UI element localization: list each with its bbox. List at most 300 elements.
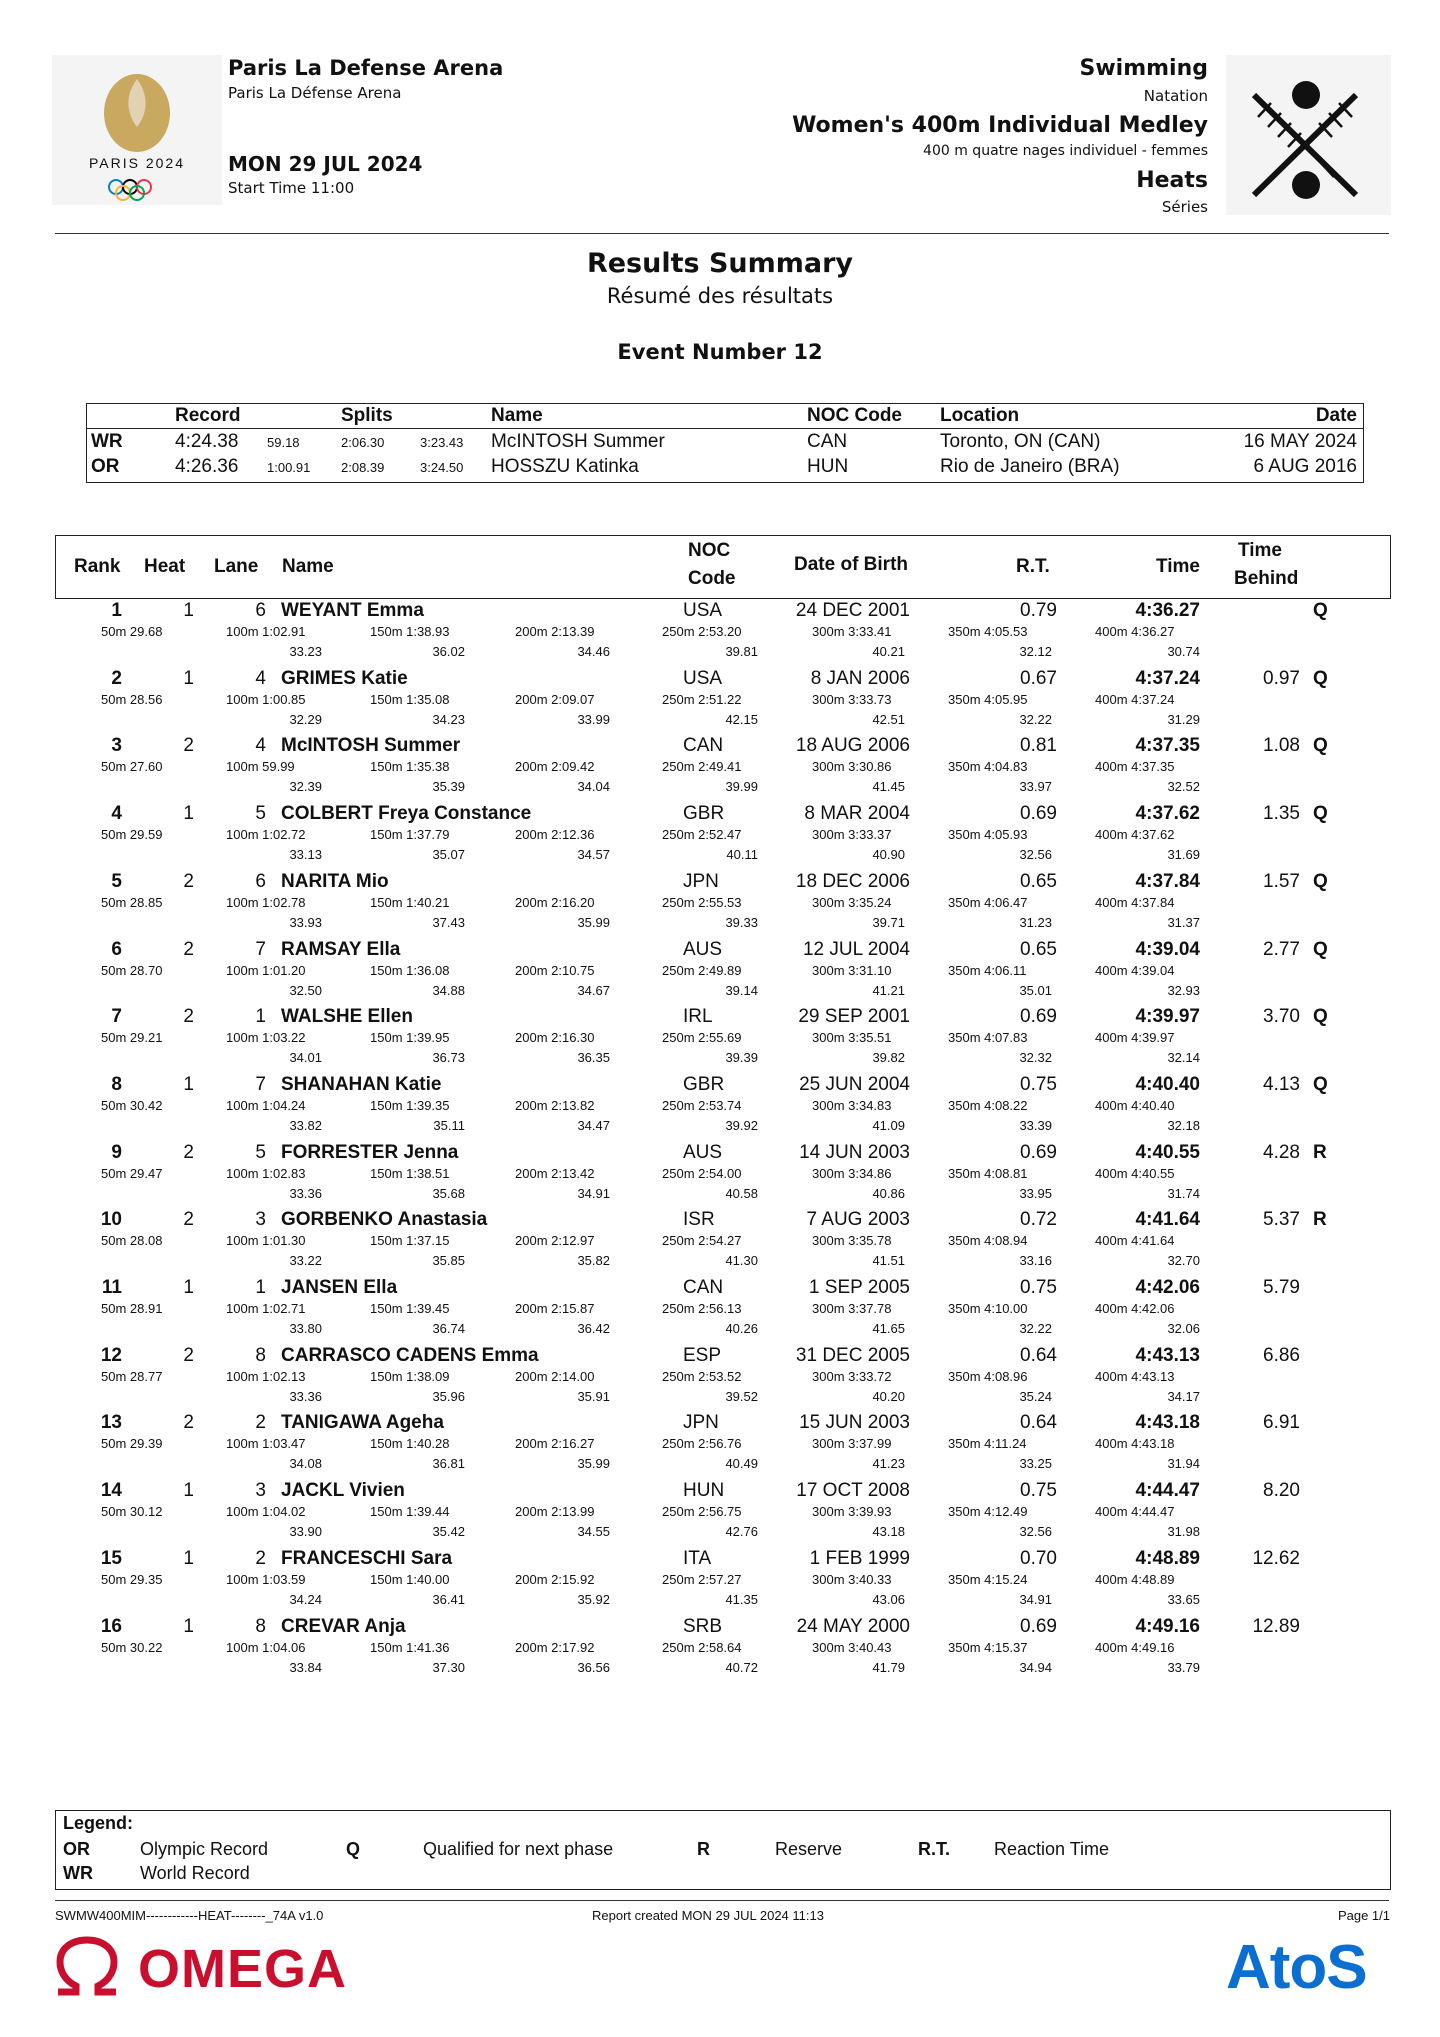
split-time: 400m 4:40.40 xyxy=(1095,1097,1175,1113)
athlete-name: CREVAR Anja xyxy=(281,1615,406,1637)
record-location: Rio de Janeiro (BRA) xyxy=(940,456,1120,477)
split-time: 150m 1:39.95 xyxy=(370,1030,450,1046)
lap-time: 34.23 xyxy=(432,711,465,727)
lap-time: 34.55 xyxy=(577,1524,610,1540)
split-time: 250m 2:56.75 xyxy=(662,1504,742,1520)
records-col-location: Location xyxy=(940,405,1020,426)
split-time: 100m 1:03.22 xyxy=(226,1030,306,1046)
lap-time: 33.65 xyxy=(1167,1591,1200,1607)
dob-cell: 25 JUN 2004 xyxy=(799,1073,910,1095)
split-time: 300m 3:33.72 xyxy=(812,1368,892,1384)
lap-time: 39.71 xyxy=(872,914,905,930)
split-time: 250m 2:54.27 xyxy=(662,1233,742,1249)
split-time: 400m 4:40.55 xyxy=(1095,1165,1175,1181)
lane-cell: 4 xyxy=(255,735,266,757)
start-time: Start Time 11:00 xyxy=(228,179,355,197)
split-time: 250m 2:49.89 xyxy=(662,962,742,978)
lap-time: 33.36 xyxy=(289,1388,322,1404)
lap-time: 35.68 xyxy=(432,1185,465,1201)
rank-cell: 4 xyxy=(111,803,122,825)
split-time: 200m 2:13.82 xyxy=(515,1097,595,1113)
split-time: 300m 3:34.83 xyxy=(812,1097,892,1113)
lap-time: 34.57 xyxy=(577,847,610,863)
split-time: 300m 3:37.78 xyxy=(812,1301,892,1316)
noc-cell: ISR xyxy=(683,1209,715,1231)
lap-time: 32.06 xyxy=(1167,1321,1200,1336)
time-cell: 4:37.24 xyxy=(1135,667,1200,689)
result-row xyxy=(0,1277,1440,1345)
split-time: 400m 4:44.47 xyxy=(1095,1504,1175,1520)
noc-cell: USA xyxy=(683,667,723,689)
time-behind-cell: 4.13 xyxy=(1263,1073,1300,1095)
split-time: 400m 4:49.16 xyxy=(1095,1639,1175,1655)
footer-divider xyxy=(55,1900,1389,1901)
results-header xyxy=(55,535,1391,599)
time-cell: 4:43.18 xyxy=(1135,1412,1200,1434)
dob-cell: 7 AUG 2003 xyxy=(806,1209,910,1231)
lap-time: 32.93 xyxy=(1167,982,1200,998)
lap-time: 35.42 xyxy=(432,1524,465,1540)
noc-cell: CAN xyxy=(683,735,724,757)
split-time: 250m 2:56.76 xyxy=(662,1436,742,1452)
legend-wr-label: World Record xyxy=(140,1863,250,1883)
split-time: 250m 2:51.22 xyxy=(662,691,742,707)
split-time: 350m 4:04.83 xyxy=(948,759,1028,775)
lap-time: 34.04 xyxy=(577,779,610,795)
time-cell: 4:40.55 xyxy=(1135,1141,1200,1163)
lap-time: 33.22 xyxy=(289,1253,322,1269)
result-row xyxy=(0,735,1440,803)
lap-time: 36.81 xyxy=(432,1456,465,1472)
split-time: 100m 1:02.13 xyxy=(226,1368,306,1384)
split-time: 350m 4:12.49 xyxy=(948,1504,1028,1520)
split-time: 150m 1:39.35 xyxy=(370,1097,450,1113)
atos-wordmark: AtoS xyxy=(1226,1933,1367,2002)
reaction-time-cell: 0.75 xyxy=(1020,1277,1057,1298)
split-time: 50m 29.68 xyxy=(101,624,163,639)
lap-time: 36.73 xyxy=(432,1050,465,1066)
time-behind-cell: 5.79 xyxy=(1263,1277,1300,1298)
lap-time: 31.23 xyxy=(1019,914,1052,930)
lap-time: 34.17 xyxy=(1167,1388,1200,1404)
dob-cell: 8 MAR 2004 xyxy=(804,803,910,825)
lap-time: 32.14 xyxy=(1167,1050,1200,1066)
records-col-name: Name xyxy=(491,405,543,426)
lap-time: 41.45 xyxy=(872,779,905,795)
reaction-time-cell: 0.69 xyxy=(1020,1615,1057,1637)
lap-time: 35.82 xyxy=(577,1253,610,1269)
col-time-behind: Time xyxy=(1238,540,1283,561)
lap-time: 39.39 xyxy=(725,1050,758,1066)
legend-rt-code: R.T. xyxy=(918,1839,951,1859)
lap-time: 39.82 xyxy=(872,1050,905,1066)
legend-q-label: Qualified for next phase xyxy=(423,1839,614,1859)
col-rt: R.T. xyxy=(1016,556,1050,577)
lap-time: 32.29 xyxy=(289,711,322,727)
omega-logo xyxy=(52,1936,372,1998)
lap-time: 40.72 xyxy=(725,1659,758,1675)
qualification-mark: Q xyxy=(1313,1073,1328,1095)
qualification-mark: Q xyxy=(1313,803,1328,825)
rank-cell: 16 xyxy=(100,1615,122,1637)
split-time: 100m 59.99 xyxy=(226,759,295,775)
split-time: 400m 4:43.13 xyxy=(1095,1368,1175,1384)
time-behind-cell: 8.20 xyxy=(1263,1480,1300,1502)
event-number: Event Number 12 xyxy=(617,340,823,364)
split-time: 50m 28.08 xyxy=(101,1233,163,1249)
lap-time: 36.56 xyxy=(577,1659,610,1675)
time-cell: 4:44.47 xyxy=(1135,1480,1200,1502)
split-time: 150m 1:35.08 xyxy=(370,691,450,707)
lap-time: 41.51 xyxy=(872,1253,905,1269)
dob-cell: 18 AUG 2006 xyxy=(795,735,910,757)
athlete-name: NARITA Mio xyxy=(281,870,389,892)
lap-time: 36.35 xyxy=(577,1050,610,1066)
split-time: 200m 2:13.99 xyxy=(515,1504,595,1520)
noc-cell: IRL xyxy=(683,1006,713,1028)
heat-cell: 1 xyxy=(183,1277,194,1298)
dob-cell: 8 JAN 2006 xyxy=(810,667,910,689)
time-cell: 4:37.84 xyxy=(1135,870,1200,892)
qualification-mark: Q xyxy=(1313,1006,1328,1028)
athlete-name: JACKL Vivien xyxy=(281,1480,405,1502)
split-time: 350m 4:11.24 xyxy=(948,1436,1027,1452)
result-row xyxy=(0,1006,1440,1074)
records-col-splits: Splits xyxy=(341,405,393,426)
athlete-name: GRIMES Katie xyxy=(281,667,408,689)
lap-time: 39.33 xyxy=(725,914,758,930)
dob-cell: 24 DEC 2001 xyxy=(795,600,910,621)
noc-cell: USA xyxy=(683,600,723,621)
time-behind-cell: 6.91 xyxy=(1263,1412,1300,1434)
lap-time: 32.18 xyxy=(1167,1117,1200,1133)
heat-cell: 1 xyxy=(183,1480,194,1502)
split-time: 100m 1:01.30 xyxy=(226,1233,306,1249)
event-date: MON 29 JUL 2024 xyxy=(228,152,423,176)
reaction-time-cell: 0.69 xyxy=(1020,1141,1057,1163)
swimming-pictogram-icon xyxy=(1226,55,1391,215)
split-time: 100m 1:02.72 xyxy=(226,827,306,843)
dob-cell: 18 DEC 2006 xyxy=(795,870,910,892)
time-cell: 4:43.13 xyxy=(1135,1344,1200,1366)
split-time: 200m 2:16.27 xyxy=(515,1436,595,1452)
lane-cell: 2 xyxy=(255,1547,266,1569)
split-time: 100m 1:03.47 xyxy=(226,1436,306,1452)
split-time: 50m 28.77 xyxy=(101,1368,163,1384)
lane-cell: 8 xyxy=(255,1344,266,1366)
split-time: 150m 1:40.00 xyxy=(370,1571,450,1587)
heat-cell: 1 xyxy=(183,1547,194,1569)
heat-cell: 2 xyxy=(183,1209,194,1231)
lap-time: 41.65 xyxy=(872,1321,905,1336)
split-time: 50m 29.59 xyxy=(101,827,163,843)
lap-time: 33.95 xyxy=(1019,1185,1052,1201)
split-time: 250m 2:55.69 xyxy=(662,1030,742,1046)
lap-time: 41.21 xyxy=(872,982,905,998)
lap-time: 33.23 xyxy=(289,644,322,659)
split-time: 200m 2:13.42 xyxy=(515,1165,595,1181)
lap-time: 35.99 xyxy=(577,1456,610,1472)
lap-time: 39.52 xyxy=(725,1388,758,1404)
split-time: 100m 1:02.83 xyxy=(226,1165,306,1181)
time-behind-cell: 1.35 xyxy=(1263,803,1300,825)
noc-cell: AUS xyxy=(683,1141,723,1163)
split-time: 400m 4:39.04 xyxy=(1095,962,1175,978)
time-cell: 4:36.27 xyxy=(1135,600,1200,621)
split-time: 50m 29.47 xyxy=(101,1165,163,1181)
split-time: 300m 3:37.99 xyxy=(812,1436,892,1452)
rank-cell: 9 xyxy=(111,1141,122,1163)
split-time: 100m 1:04.02 xyxy=(226,1504,306,1520)
lap-time: 40.58 xyxy=(725,1185,758,1201)
records-col-noc: NOC Code xyxy=(807,405,902,426)
split-time: 100m 1:03.59 xyxy=(226,1571,306,1587)
lap-time: 33.97 xyxy=(1019,779,1052,795)
record-split-3: 3:24.50 xyxy=(420,460,464,475)
dob-cell: 12 JUL 2004 xyxy=(802,938,910,960)
split-time: 250m 2:54.00 xyxy=(662,1165,742,1181)
noc-cell: CAN xyxy=(683,1277,724,1298)
dob-cell: 14 JUN 2003 xyxy=(799,1141,910,1163)
split-time: 350m 4:08.94 xyxy=(948,1233,1028,1249)
record-noc: CAN xyxy=(807,431,848,452)
split-time: 150m 1:36.08 xyxy=(370,962,450,978)
dob-cell: 31 DEC 2005 xyxy=(795,1344,910,1366)
split-time: 100m 1:01.20 xyxy=(226,962,306,978)
athlete-name: GORBENKO Anastasia xyxy=(281,1209,488,1231)
noc-cell: AUS xyxy=(683,938,723,960)
lap-time: 35.07 xyxy=(432,847,465,863)
reaction-time-cell: 0.64 xyxy=(1020,1344,1057,1366)
rank-cell: 3 xyxy=(111,735,122,757)
lap-time: 34.67 xyxy=(577,982,610,998)
lap-time: 32.22 xyxy=(1019,1321,1052,1336)
legend xyxy=(55,1810,1391,1890)
lap-time: 34.88 xyxy=(432,982,465,998)
lap-time: 34.91 xyxy=(1019,1591,1052,1607)
legend-wr-code: WR xyxy=(63,1863,93,1883)
result-row xyxy=(0,600,1440,668)
time-behind-cell: 12.89 xyxy=(1252,1615,1300,1637)
phase-name-fr: Séries xyxy=(1161,198,1208,216)
record-holder-name: HOSSZU Katinka xyxy=(491,456,639,477)
heat-cell: 1 xyxy=(183,1615,194,1637)
noc-cell: GBR xyxy=(683,803,725,825)
split-time: 400m 4:37.84 xyxy=(1095,894,1175,910)
qualification-mark: R xyxy=(1313,1141,1327,1163)
venue-name: Paris La Defense Arena xyxy=(228,56,504,80)
rank-cell: 8 xyxy=(111,1073,122,1095)
split-time: 300m 3:35.24 xyxy=(812,894,892,910)
heat-cell: 2 xyxy=(183,938,194,960)
records-table xyxy=(86,403,1364,483)
dob-cell: 15 JUN 2003 xyxy=(799,1412,910,1434)
venue-subtitle: Paris La Défense Arena xyxy=(228,84,402,102)
split-time: 200m 2:15.92 xyxy=(515,1571,595,1587)
split-time: 50m 30.42 xyxy=(101,1097,163,1113)
split-time: 300m 3:40.43 xyxy=(812,1639,892,1655)
lane-cell: 6 xyxy=(255,870,266,892)
lap-time: 33.90 xyxy=(289,1524,322,1540)
time-cell: 4:39.97 xyxy=(1135,1006,1200,1028)
col-lane: Lane xyxy=(214,556,259,577)
col-time-behind-2: Behind xyxy=(1234,568,1299,589)
split-time: 200m 2:14.00 xyxy=(515,1368,595,1384)
rank-cell: 6 xyxy=(111,938,122,960)
split-time: 250m 2:53.20 xyxy=(662,624,742,639)
split-time: 200m 2:10.75 xyxy=(515,962,595,978)
heat-cell: 2 xyxy=(183,1006,194,1028)
record-split-2: 2:08.39 xyxy=(341,460,385,475)
reaction-time-cell: 0.81 xyxy=(1020,735,1057,757)
result-row xyxy=(0,1616,1440,1684)
reaction-time-cell: 0.70 xyxy=(1020,1547,1057,1569)
page-title: Results Summary xyxy=(586,248,854,279)
record-split-3: 3:23.43 xyxy=(420,435,464,450)
qualification-mark: Q xyxy=(1313,600,1328,621)
result-row xyxy=(0,1412,1440,1480)
split-time: 350m 4:08.96 xyxy=(948,1368,1028,1384)
split-time: 350m 4:06.11 xyxy=(948,962,1027,978)
split-time: 200m 2:09.07 xyxy=(515,691,595,707)
lap-time: 32.70 xyxy=(1167,1253,1200,1269)
split-time: 100m 1:00.85 xyxy=(226,691,306,707)
split-time: 300m 3:33.37 xyxy=(812,827,892,843)
lap-time: 31.98 xyxy=(1167,1524,1200,1540)
split-time: 50m 29.35 xyxy=(101,1571,163,1587)
time-cell: 4:37.35 xyxy=(1135,735,1200,757)
rank-cell: 5 xyxy=(111,870,122,892)
heat-cell: 2 xyxy=(183,870,194,892)
athlete-name: CARRASCO CADENS Emma xyxy=(281,1344,539,1366)
split-time: 250m 2:53.74 xyxy=(662,1097,742,1113)
split-time: 100m 1:02.78 xyxy=(226,894,306,910)
heat-cell: 1 xyxy=(183,600,194,621)
phase-name: Heats xyxy=(1136,168,1208,193)
split-time: 400m 4:37.24 xyxy=(1095,691,1175,707)
lap-time: 40.49 xyxy=(725,1456,758,1472)
result-row xyxy=(0,1548,1440,1616)
split-time: 300m 3:30.86 xyxy=(812,759,892,775)
lap-time: 42.76 xyxy=(725,1524,758,1540)
reaction-time-cell: 0.79 xyxy=(1020,600,1057,621)
lap-time: 42.51 xyxy=(872,711,905,727)
time-cell: 4:48.89 xyxy=(1135,1547,1200,1569)
logo-text: PARIS 2024 xyxy=(88,155,185,171)
reaction-time-cell: 0.75 xyxy=(1020,1073,1057,1095)
legend-q-code: Q xyxy=(346,1839,361,1859)
lap-time: 32.56 xyxy=(1019,1524,1052,1540)
lap-time: 34.46 xyxy=(577,644,610,659)
lane-cell: 6 xyxy=(255,600,266,621)
reaction-time-cell: 0.65 xyxy=(1020,870,1057,892)
dob-cell: 24 MAY 2000 xyxy=(796,1615,910,1637)
record-type: WR xyxy=(91,431,123,452)
reaction-time-cell: 0.69 xyxy=(1020,803,1057,825)
split-time: 350m 4:15.24 xyxy=(948,1571,1028,1587)
split-time: 200m 2:15.87 xyxy=(515,1301,595,1316)
lap-time: 41.30 xyxy=(725,1253,758,1269)
result-row xyxy=(0,1209,1440,1277)
lap-time: 33.80 xyxy=(289,1321,322,1336)
split-time: 150m 1:40.28 xyxy=(370,1436,450,1452)
col-name: Name xyxy=(282,556,334,577)
reaction-time-cell: 0.75 xyxy=(1020,1480,1057,1502)
legend-r-label: Reserve xyxy=(775,1839,843,1859)
omega-symbol-icon xyxy=(52,1936,122,1998)
report-created: Report created MON 29 JUL 2024 11:13 xyxy=(592,1908,824,1923)
split-time: 400m 4:37.35 xyxy=(1095,759,1175,775)
lap-time: 32.12 xyxy=(1019,644,1052,659)
legend-or-code: OR xyxy=(63,1839,90,1859)
record-split-2: 2:06.30 xyxy=(341,435,385,450)
rank-cell: 13 xyxy=(100,1412,122,1434)
lap-time: 39.14 xyxy=(725,982,758,998)
lap-time: 35.39 xyxy=(432,779,465,795)
lane-cell: 4 xyxy=(255,667,266,689)
lane-cell: 7 xyxy=(255,1073,266,1095)
lap-time: 36.74 xyxy=(432,1321,465,1336)
time-behind-cell: 2.77 xyxy=(1263,938,1300,960)
report-code: SWMW400MIM------------HEAT--------_74A v1.0 xyxy=(55,1908,324,1923)
dob-cell: 29 SEP 2001 xyxy=(798,1006,910,1028)
lap-time: 31.69 xyxy=(1167,847,1200,863)
split-time: 150m 1:38.51 xyxy=(370,1165,450,1181)
lap-time: 31.37 xyxy=(1167,914,1200,930)
split-time: 250m 2:57.27 xyxy=(662,1571,742,1587)
rank-cell: 10 xyxy=(100,1209,122,1231)
lap-time: 35.99 xyxy=(577,914,610,930)
split-time: 250m 2:53.52 xyxy=(662,1368,742,1384)
split-time: 350m 4:06.47 xyxy=(948,894,1028,910)
athlete-name: TANIGAWA Ageha xyxy=(281,1412,444,1434)
col-heat: Heat xyxy=(144,556,186,577)
lane-cell: 2 xyxy=(255,1412,266,1434)
lap-time: 34.94 xyxy=(1019,1659,1052,1675)
lap-time: 39.92 xyxy=(725,1117,758,1133)
athlete-name: JANSEN Ella xyxy=(281,1277,398,1298)
lap-time: 33.99 xyxy=(577,711,610,727)
lap-time: 37.43 xyxy=(432,914,465,930)
split-time: 400m 4:39.97 xyxy=(1095,1030,1175,1046)
lap-time: 36.41 xyxy=(432,1591,465,1607)
time-behind-cell: 12.62 xyxy=(1252,1547,1300,1569)
time-cell: 4:39.04 xyxy=(1135,938,1200,960)
time-behind-cell: 5.37 xyxy=(1263,1209,1300,1231)
noc-cell: GBR xyxy=(683,1073,725,1095)
split-time: 200m 2:12.36 xyxy=(515,827,595,843)
dob-cell: 1 SEP 2005 xyxy=(808,1277,910,1298)
split-time: 350m 4:08.22 xyxy=(948,1097,1028,1113)
split-time: 100m 1:02.71 xyxy=(226,1301,306,1316)
lap-time: 37.30 xyxy=(432,1659,465,1675)
split-time: 200m 2:09.42 xyxy=(515,759,595,775)
dob-cell: 1 FEB 1999 xyxy=(809,1547,910,1569)
split-time: 400m 4:41.64 xyxy=(1095,1233,1175,1249)
page-number: Page 1/1 xyxy=(1337,1908,1390,1923)
lane-cell: 3 xyxy=(255,1209,266,1231)
reaction-time-cell: 0.69 xyxy=(1020,1006,1057,1028)
split-time: 200m 2:16.20 xyxy=(515,894,595,910)
sport-name-fr: Natation xyxy=(1143,87,1208,105)
split-time: 300m 3:34.86 xyxy=(812,1165,892,1181)
qualification-mark: R xyxy=(1313,1209,1327,1231)
split-time: 50m 28.85 xyxy=(101,894,163,910)
split-time: 50m 28.70 xyxy=(101,962,163,978)
split-time: 150m 1:37.15 xyxy=(370,1233,450,1249)
noc-cell: JPN xyxy=(683,870,719,892)
paris-2024-logo xyxy=(52,55,222,205)
